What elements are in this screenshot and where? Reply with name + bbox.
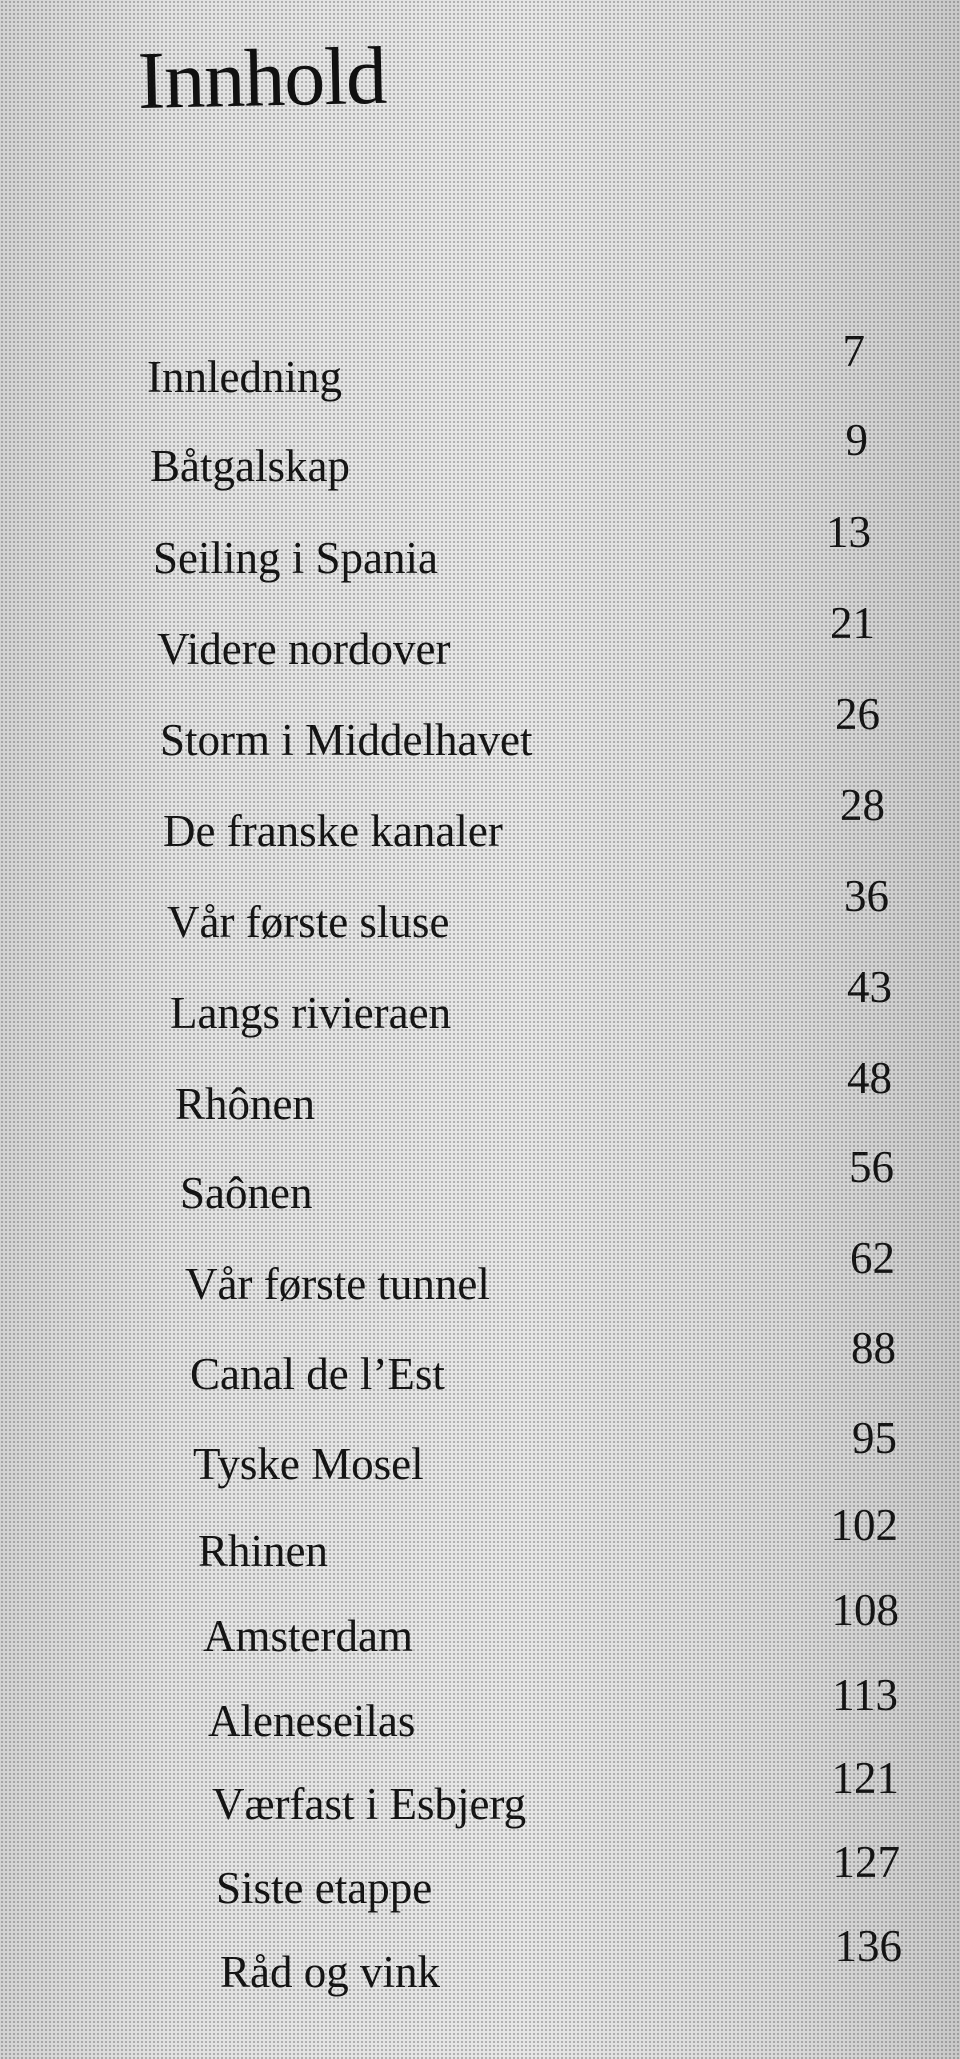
chapter-title: De franske kanaler	[163, 806, 503, 856]
chapter-title: Amsterdam	[203, 1611, 413, 1661]
chapter-title: Vår første tunnel	[185, 1259, 490, 1309]
toc-entry	[193, 1413, 897, 1502]
page-number: 102	[830, 1500, 898, 1550]
chapter-title: Innledning	[147, 352, 342, 402]
toc-entry	[153, 507, 871, 596]
chapter-title: Værfast i Esbjerg	[212, 1779, 527, 1829]
chapter-title: Rhinen	[198, 1526, 328, 1576]
toc-entry	[170, 962, 892, 1051]
toc-entry	[167, 871, 889, 960]
toc-entry	[203, 1585, 899, 1674]
toc-entry	[208, 1670, 898, 1759]
toc-entry	[157, 598, 875, 687]
toc-entry	[220, 1921, 902, 2010]
toc-entry	[175, 1053, 892, 1142]
page-number: 13	[826, 507, 871, 557]
toc-entry	[198, 1500, 898, 1589]
toc-entry	[150, 415, 868, 504]
chapter-title: Vår første sluse	[167, 897, 450, 947]
chapter-title: Storm i Middelhavet	[160, 715, 533, 765]
chapter-title: Rhônen	[175, 1079, 315, 1129]
chapter-title: Saônen	[180, 1168, 313, 1218]
page-number: 26	[835, 689, 880, 739]
toc-entry	[190, 1323, 896, 1412]
toc-entry	[163, 780, 885, 869]
chapter-title: Aleneseilas	[208, 1696, 416, 1746]
page-number: 36	[844, 871, 889, 921]
chapter-title: Båtgalskap	[150, 441, 350, 491]
toc-entry	[185, 1233, 895, 1322]
page-number: 9	[845, 415, 868, 465]
page-number: 62	[850, 1233, 895, 1283]
chapter-title: Videre nordover	[157, 624, 451, 674]
chapter-title: Canal de l’Est	[190, 1349, 445, 1399]
chapter-title: Råd og vink	[220, 1947, 440, 1997]
toc-entry	[216, 1837, 900, 1926]
page-number: 95	[852, 1413, 897, 1463]
chapter-title: Tyske Mosel	[193, 1439, 424, 1489]
chapter-title: Siste etappe	[216, 1863, 433, 1913]
page-title: Innhold	[136, 29, 387, 126]
page-number: 88	[851, 1323, 896, 1373]
chapter-title: Langs rivieraen	[170, 988, 452, 1038]
page-number: 108	[831, 1585, 899, 1635]
toc-entry	[180, 1142, 894, 1231]
page-number: 48	[847, 1053, 892, 1103]
chapter-title: Seiling i Spania	[153, 533, 438, 583]
page-number: 121	[831, 1753, 899, 1803]
page-number: 21	[830, 598, 875, 648]
toc-entry	[160, 689, 880, 778]
page-number: 28	[840, 780, 885, 830]
page-number: 7	[842, 326, 865, 376]
page-number: 43	[847, 962, 892, 1012]
page-number: 56	[849, 1142, 894, 1192]
page-number: 113	[832, 1670, 898, 1720]
page-number: 127	[832, 1837, 900, 1887]
toc-entry	[212, 1753, 899, 1842]
toc-entry	[147, 326, 865, 415]
page-number: 136	[834, 1921, 902, 1971]
